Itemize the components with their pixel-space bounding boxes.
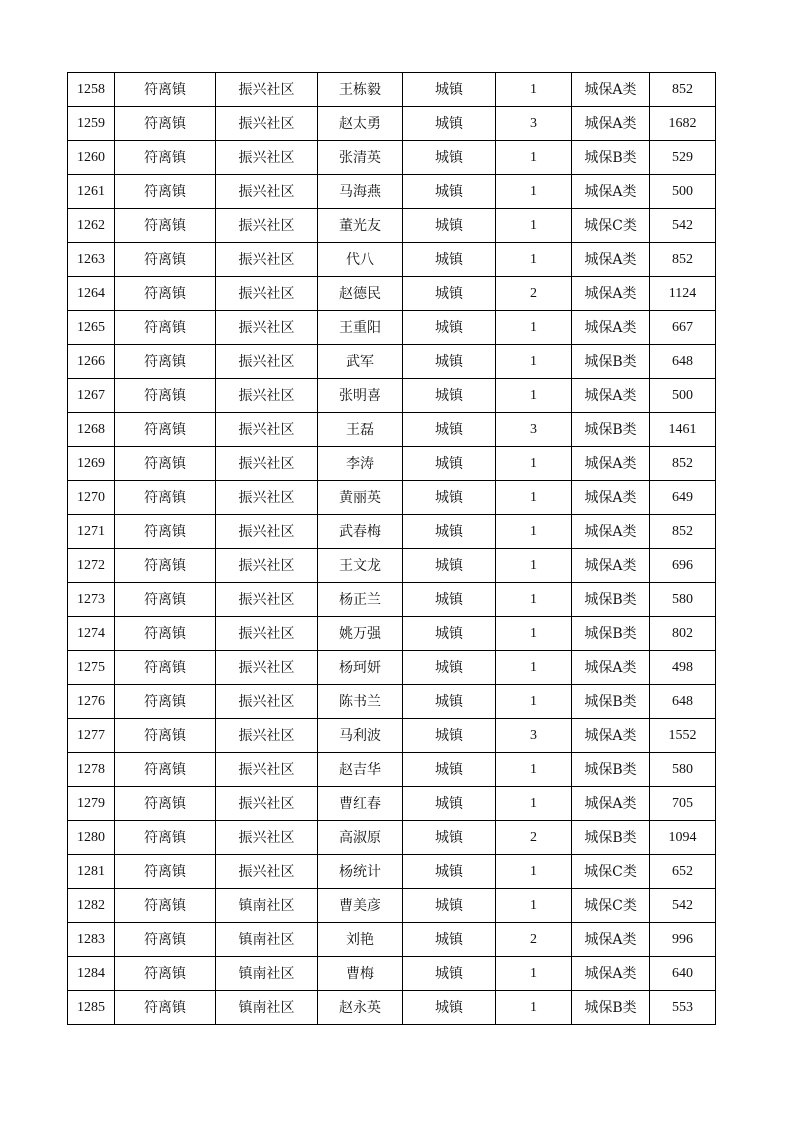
- table-row: [68, 345, 716, 379]
- community-cell: 振兴社区: [216, 107, 318, 141]
- serial-number-cell: 1277: [68, 719, 115, 753]
- serial-number-cell: 1259: [68, 107, 115, 141]
- serial-number-cell: 1269: [68, 447, 115, 481]
- town-cell: 符离镇: [115, 277, 216, 311]
- household-size-cell: 1: [496, 753, 572, 787]
- town-cell: 符离镇: [115, 107, 216, 141]
- community-cell: 振兴社区: [216, 855, 318, 889]
- category-cell: 城保C类: [572, 889, 650, 923]
- household-size-cell: 1: [496, 889, 572, 923]
- community-cell: 振兴社区: [216, 753, 318, 787]
- serial-number-cell: 1282: [68, 889, 115, 923]
- household-size-cell: 2: [496, 821, 572, 855]
- category-cell: 城保A类: [572, 311, 650, 345]
- town-cell: 符离镇: [115, 991, 216, 1025]
- name-cell: 赵德民: [318, 277, 403, 311]
- amount-cell: 1094: [650, 821, 716, 855]
- name-cell: 黄丽英: [318, 481, 403, 515]
- serial-number-cell: 1261: [68, 175, 115, 209]
- name-cell: 刘艳: [318, 923, 403, 957]
- amount-cell: 542: [650, 209, 716, 243]
- table-row: [68, 957, 716, 991]
- category-cell: 城保C类: [572, 855, 650, 889]
- household-size-cell: 1: [496, 141, 572, 175]
- amount-cell: 553: [650, 991, 716, 1025]
- town-cell: 符离镇: [115, 311, 216, 345]
- residence-type-cell: 城镇: [403, 753, 496, 787]
- serial-number-cell: 1283: [68, 923, 115, 957]
- amount-cell: 667: [650, 311, 716, 345]
- residence-type-cell: 城镇: [403, 719, 496, 753]
- household-size-cell: 1: [496, 685, 572, 719]
- category-cell: 城保A类: [572, 277, 650, 311]
- serial-number-cell: 1265: [68, 311, 115, 345]
- residence-type-cell: 城镇: [403, 345, 496, 379]
- household-size-cell: 1: [496, 243, 572, 277]
- name-cell: 曹美彦: [318, 889, 403, 923]
- serial-number-cell: 1273: [68, 583, 115, 617]
- town-cell: 符离镇: [115, 685, 216, 719]
- category-cell: 城保A类: [572, 379, 650, 413]
- amount-cell: 580: [650, 583, 716, 617]
- category-cell: 城保A类: [572, 515, 650, 549]
- category-cell: 城保B类: [572, 413, 650, 447]
- household-size-cell: 3: [496, 107, 572, 141]
- residence-type-cell: 城镇: [403, 889, 496, 923]
- table-row: [68, 107, 716, 141]
- amount-cell: 648: [650, 685, 716, 719]
- community-cell: 镇南社区: [216, 923, 318, 957]
- town-cell: 符离镇: [115, 583, 216, 617]
- amount-cell: 705: [650, 787, 716, 821]
- amount-cell: 580: [650, 753, 716, 787]
- name-cell: 张清英: [318, 141, 403, 175]
- community-cell: 振兴社区: [216, 209, 318, 243]
- name-cell: 张明喜: [318, 379, 403, 413]
- amount-cell: 1552: [650, 719, 716, 753]
- category-cell: 城保B类: [572, 753, 650, 787]
- category-cell: 城保A类: [572, 175, 650, 209]
- community-cell: 振兴社区: [216, 515, 318, 549]
- name-cell: 王文龙: [318, 549, 403, 583]
- town-cell: 符离镇: [115, 345, 216, 379]
- category-cell: 城保A类: [572, 447, 650, 481]
- name-cell: 李涛: [318, 447, 403, 481]
- amount-cell: 640: [650, 957, 716, 991]
- town-cell: 符离镇: [115, 617, 216, 651]
- amount-cell: 652: [650, 855, 716, 889]
- community-cell: 振兴社区: [216, 685, 318, 719]
- category-cell: 城保B类: [572, 583, 650, 617]
- category-cell: 城保A类: [572, 651, 650, 685]
- name-cell: 马海燕: [318, 175, 403, 209]
- table-row: [68, 753, 716, 787]
- category-cell: 城保B类: [572, 685, 650, 719]
- community-cell: 振兴社区: [216, 583, 318, 617]
- name-cell: 王栋毅: [318, 73, 403, 107]
- category-cell: 城保A类: [572, 719, 650, 753]
- serial-number-cell: 1268: [68, 413, 115, 447]
- name-cell: 王磊: [318, 413, 403, 447]
- table-row: [68, 583, 716, 617]
- table-row: [68, 175, 716, 209]
- town-cell: 符离镇: [115, 141, 216, 175]
- household-size-cell: 1: [496, 617, 572, 651]
- community-cell: 振兴社区: [216, 481, 318, 515]
- name-cell: 赵永英: [318, 991, 403, 1025]
- name-cell: 曹红春: [318, 787, 403, 821]
- community-cell: 振兴社区: [216, 175, 318, 209]
- town-cell: 符离镇: [115, 413, 216, 447]
- household-size-cell: 2: [496, 277, 572, 311]
- household-size-cell: 1: [496, 957, 572, 991]
- community-cell: 振兴社区: [216, 549, 318, 583]
- community-cell: 振兴社区: [216, 821, 318, 855]
- residence-type-cell: 城镇: [403, 685, 496, 719]
- town-cell: 符离镇: [115, 957, 216, 991]
- amount-cell: 649: [650, 481, 716, 515]
- table-row: [68, 855, 716, 889]
- table-row: [68, 685, 716, 719]
- serial-number-cell: 1276: [68, 685, 115, 719]
- town-cell: 符离镇: [115, 821, 216, 855]
- table-row: [68, 73, 716, 107]
- residence-type-cell: 城镇: [403, 855, 496, 889]
- name-cell: 高淑原: [318, 821, 403, 855]
- name-cell: 赵吉华: [318, 753, 403, 787]
- residence-type-cell: 城镇: [403, 583, 496, 617]
- name-cell: 杨珂妍: [318, 651, 403, 685]
- name-cell: 马利波: [318, 719, 403, 753]
- community-cell: 振兴社区: [216, 379, 318, 413]
- name-cell: 武军: [318, 345, 403, 379]
- serial-number-cell: 1284: [68, 957, 115, 991]
- amount-cell: 500: [650, 175, 716, 209]
- table-row: [68, 311, 716, 345]
- amount-cell: 529: [650, 141, 716, 175]
- table-row: [68, 379, 716, 413]
- household-size-cell: 1: [496, 787, 572, 821]
- serial-number-cell: 1271: [68, 515, 115, 549]
- residence-type-cell: 城镇: [403, 141, 496, 175]
- residence-type-cell: 城镇: [403, 787, 496, 821]
- town-cell: 符离镇: [115, 889, 216, 923]
- name-cell: 杨统计: [318, 855, 403, 889]
- serial-number-cell: 1285: [68, 991, 115, 1025]
- serial-number-cell: 1258: [68, 73, 115, 107]
- town-cell: 符离镇: [115, 447, 216, 481]
- name-cell: 赵太勇: [318, 107, 403, 141]
- category-cell: 城保A类: [572, 787, 650, 821]
- amount-cell: 852: [650, 515, 716, 549]
- serial-number-cell: 1262: [68, 209, 115, 243]
- community-cell: 振兴社区: [216, 787, 318, 821]
- serial-number-cell: 1280: [68, 821, 115, 855]
- amount-cell: 996: [650, 923, 716, 957]
- residence-type-cell: 城镇: [403, 243, 496, 277]
- amount-cell: 852: [650, 447, 716, 481]
- amount-cell: 1682: [650, 107, 716, 141]
- category-cell: 城保A类: [572, 923, 650, 957]
- amount-cell: 696: [650, 549, 716, 583]
- household-size-cell: 2: [496, 923, 572, 957]
- town-cell: 符离镇: [115, 787, 216, 821]
- household-size-cell: 3: [496, 719, 572, 753]
- household-size-cell: 1: [496, 583, 572, 617]
- table-row: [68, 447, 716, 481]
- residence-type-cell: 城镇: [403, 617, 496, 651]
- town-cell: 符离镇: [115, 379, 216, 413]
- table-body: [68, 73, 716, 1025]
- name-cell: 曹梅: [318, 957, 403, 991]
- amount-cell: 852: [650, 243, 716, 277]
- serial-number-cell: 1281: [68, 855, 115, 889]
- town-cell: 符离镇: [115, 549, 216, 583]
- name-cell: 姚万强: [318, 617, 403, 651]
- household-size-cell: 3: [496, 413, 572, 447]
- amount-cell: 1461: [650, 413, 716, 447]
- serial-number-cell: 1264: [68, 277, 115, 311]
- community-cell: 镇南社区: [216, 889, 318, 923]
- category-cell: 城保A类: [572, 107, 650, 141]
- residence-type-cell: 城镇: [403, 175, 496, 209]
- name-cell: 王重阳: [318, 311, 403, 345]
- community-cell: 镇南社区: [216, 991, 318, 1025]
- community-cell: 振兴社区: [216, 73, 318, 107]
- residence-type-cell: 城镇: [403, 651, 496, 685]
- table-row: [68, 209, 716, 243]
- residence-type-cell: 城镇: [403, 413, 496, 447]
- table-row: [68, 651, 716, 685]
- residence-type-cell: 城镇: [403, 73, 496, 107]
- table-row: [68, 821, 716, 855]
- name-cell: 代八: [318, 243, 403, 277]
- community-cell: 振兴社区: [216, 651, 318, 685]
- town-cell: 符离镇: [115, 73, 216, 107]
- table-row: [68, 481, 716, 515]
- amount-cell: 802: [650, 617, 716, 651]
- residence-type-cell: 城镇: [403, 991, 496, 1025]
- community-cell: 振兴社区: [216, 277, 318, 311]
- community-cell: 振兴社区: [216, 243, 318, 277]
- town-cell: 符离镇: [115, 719, 216, 753]
- household-size-cell: 1: [496, 549, 572, 583]
- amount-cell: 498: [650, 651, 716, 685]
- community-cell: 振兴社区: [216, 447, 318, 481]
- serial-number-cell: 1272: [68, 549, 115, 583]
- town-cell: 符离镇: [115, 209, 216, 243]
- serial-number-cell: 1260: [68, 141, 115, 175]
- household-size-cell: 1: [496, 651, 572, 685]
- amount-cell: 1124: [650, 277, 716, 311]
- residence-type-cell: 城镇: [403, 821, 496, 855]
- table-row: [68, 889, 716, 923]
- category-cell: 城保B类: [572, 141, 650, 175]
- residence-type-cell: 城镇: [403, 515, 496, 549]
- amount-cell: 542: [650, 889, 716, 923]
- household-size-cell: 1: [496, 855, 572, 889]
- name-cell: 武春梅: [318, 515, 403, 549]
- serial-number-cell: 1266: [68, 345, 115, 379]
- community-cell: 振兴社区: [216, 311, 318, 345]
- category-cell: 城保A类: [572, 549, 650, 583]
- category-cell: 城保B类: [572, 617, 650, 651]
- community-cell: 振兴社区: [216, 141, 318, 175]
- household-size-cell: 1: [496, 73, 572, 107]
- serial-number-cell: 1275: [68, 651, 115, 685]
- category-cell: 城保A类: [572, 243, 650, 277]
- table-row: [68, 515, 716, 549]
- table-row: [68, 787, 716, 821]
- table-row: [68, 991, 716, 1025]
- serial-number-cell: 1263: [68, 243, 115, 277]
- category-cell: 城保C类: [572, 209, 650, 243]
- community-cell: 振兴社区: [216, 617, 318, 651]
- category-cell: 城保B类: [572, 821, 650, 855]
- table-row: [68, 719, 716, 753]
- table-row: [68, 617, 716, 651]
- town-cell: 符离镇: [115, 753, 216, 787]
- residence-type-cell: 城镇: [403, 447, 496, 481]
- town-cell: 符离镇: [115, 651, 216, 685]
- residence-type-cell: 城镇: [403, 107, 496, 141]
- name-cell: 董光友: [318, 209, 403, 243]
- residence-type-cell: 城镇: [403, 379, 496, 413]
- residence-type-cell: 城镇: [403, 549, 496, 583]
- household-size-cell: 1: [496, 379, 572, 413]
- table-row: [68, 141, 716, 175]
- category-cell: 城保B类: [572, 345, 650, 379]
- household-size-cell: 1: [496, 209, 572, 243]
- amount-cell: 852: [650, 73, 716, 107]
- residence-type-cell: 城镇: [403, 923, 496, 957]
- category-cell: 城保A类: [572, 481, 650, 515]
- amount-cell: 648: [650, 345, 716, 379]
- residence-type-cell: 城镇: [403, 209, 496, 243]
- residence-type-cell: 城镇: [403, 311, 496, 345]
- household-size-cell: 1: [496, 175, 572, 209]
- residence-type-cell: 城镇: [403, 277, 496, 311]
- category-cell: 城保B类: [572, 991, 650, 1025]
- serial-number-cell: 1278: [68, 753, 115, 787]
- household-size-cell: 1: [496, 515, 572, 549]
- table-row: [68, 923, 716, 957]
- serial-number-cell: 1274: [68, 617, 115, 651]
- town-cell: 符离镇: [115, 515, 216, 549]
- category-cell: 城保A类: [572, 73, 650, 107]
- table-row: [68, 549, 716, 583]
- town-cell: 符离镇: [115, 481, 216, 515]
- town-cell: 符离镇: [115, 175, 216, 209]
- household-size-cell: 1: [496, 447, 572, 481]
- serial-number-cell: 1270: [68, 481, 115, 515]
- residence-type-cell: 城镇: [403, 481, 496, 515]
- community-cell: 振兴社区: [216, 719, 318, 753]
- subsidy-roster-table: [67, 72, 716, 1025]
- household-size-cell: 1: [496, 991, 572, 1025]
- table-row: [68, 243, 716, 277]
- household-size-cell: 1: [496, 481, 572, 515]
- town-cell: 符离镇: [115, 243, 216, 277]
- residence-type-cell: 城镇: [403, 957, 496, 991]
- table-row: [68, 277, 716, 311]
- amount-cell: 500: [650, 379, 716, 413]
- serial-number-cell: 1267: [68, 379, 115, 413]
- table-row: [68, 413, 716, 447]
- community-cell: 镇南社区: [216, 957, 318, 991]
- category-cell: 城保A类: [572, 957, 650, 991]
- household-size-cell: 1: [496, 311, 572, 345]
- name-cell: 杨正兰: [318, 583, 403, 617]
- community-cell: 振兴社区: [216, 345, 318, 379]
- serial-number-cell: 1279: [68, 787, 115, 821]
- household-size-cell: 1: [496, 345, 572, 379]
- name-cell: 陈书兰: [318, 685, 403, 719]
- town-cell: 符离镇: [115, 923, 216, 957]
- town-cell: 符离镇: [115, 855, 216, 889]
- community-cell: 振兴社区: [216, 413, 318, 447]
